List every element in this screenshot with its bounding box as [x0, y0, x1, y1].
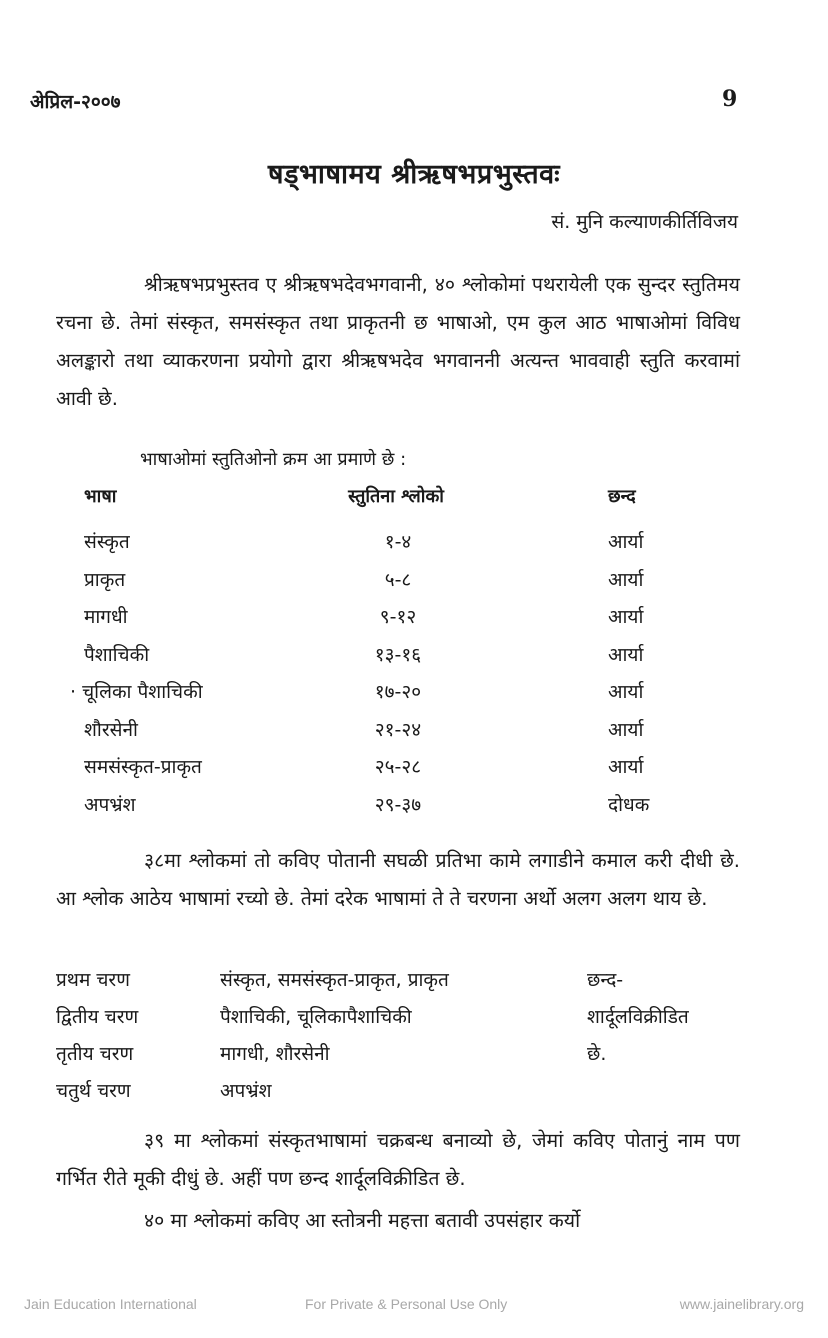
pada-label: चतुर्थ चरण [56, 1080, 131, 1102]
verse-39-paragraph [56, 1122, 740, 1198]
pada-languages: पैशाचिकी, चूलिकापैशाचिकी [220, 1006, 412, 1028]
verse-38-text: ३८मा श्लोकमां तो कविए पोतानी सघळी प्रतिभा कामे लगाडीने कमाल करी दीधी छे. आ श्लोक आठेय भाषामां रच्यो छे. तेमां दरेक भाषामां ते ते चरणना अर्थो अलग अलग थाय छे. [56, 849, 740, 910]
pada-note: शार्दूलविक्रीडित [587, 1006, 689, 1028]
table-row [84, 597, 704, 635]
page-number: 9 [722, 86, 738, 112]
table-row [84, 560, 704, 598]
row-language: मागधी [84, 606, 128, 628]
verse-40-text: ४० मा श्लोकमां कविए आ स्तोत्रनी महत्ता बतावी उपसंहार कर्यो [144, 1209, 581, 1232]
article-author: सं. मुनि कल्याणकीर्तिविजय [551, 211, 738, 233]
footer-website-link[interactable]: www.jainelibrary.org [679, 1296, 804, 1312]
header-verses: स्तुतिना श्लोको [348, 486, 444, 507]
row-metre: आर्या [608, 643, 644, 666]
row-verses: २५-२८ [374, 756, 422, 778]
pada-label: द्वितीय चरण [56, 1006, 139, 1028]
pada-languages: अपभ्रंश [220, 1080, 272, 1102]
pada-row [56, 999, 756, 1036]
table-row [84, 522, 704, 560]
row-metre: आर्या [608, 718, 644, 741]
row-language: समसंस्कृत-प्राकृत [84, 756, 202, 778]
row-language: · चूलिका पैशाचिकी [70, 681, 203, 703]
pada-languages: संस्कृत, समसंस्कृत-प्राकृत, प्राकृत [220, 969, 449, 991]
row-language: शौरसेनी [84, 718, 138, 741]
pada-language-table [56, 962, 756, 1110]
row-verses: १-४ [384, 531, 412, 553]
row-metre: आर्या [608, 531, 644, 553]
row-metre: आर्या [608, 568, 644, 591]
language-verse-table [70, 478, 704, 822]
pada-languages: मागधी, शौरसेनी [220, 1043, 330, 1065]
verse-38-paragraph [56, 842, 740, 918]
row-verses: २९-३७ [374, 793, 422, 816]
pada-note: छे. [587, 1043, 607, 1065]
footer-publisher: Jain Education International [24, 1296, 197, 1312]
row-verses: १७-२० [374, 681, 422, 703]
table-row [84, 635, 704, 673]
row-language: अपभ्रंश [84, 793, 136, 816]
pada-label: तृतीय चरण [56, 1043, 134, 1065]
row-metre: आर्या [608, 606, 644, 628]
footer-usage-notice: For Private & Personal Use Only [305, 1296, 508, 1312]
pada-row [56, 1073, 756, 1110]
pada-label: प्रथम चरण [56, 969, 130, 991]
row-metre: आर्या [608, 681, 644, 703]
intro-paragraph [56, 266, 740, 418]
row-language: प्राकृत [84, 568, 126, 591]
intro-paragraph-text: श्रीऋषभप्रभुस्तव ए श्रीऋषभदेवभगवानी, ४० श्लोकोमां पथरायेली एक सुन्दर स्तुतिमय रचना छे. तेमां संस्कृत, समसंस्कृत तथा प्राकृतनी छ भाषाओ, एम कुल आठ भाषाओमां विविध अलङ्कारो तथा व्याकरणना प्रयोगो द्वारा श्रीऋषभदेव भगवाननी अत्यन्त भाववाही स्तुति करवामां आवी छे. [56, 273, 740, 410]
pada-row [56, 1036, 756, 1073]
header-metre: छन्द [608, 486, 636, 507]
table-header-row [84, 478, 704, 522]
row-verses: १३-१६ [374, 643, 422, 666]
table-intro-line: भाषाओमां स्तुतिओनो क्रम आ प्रमाणे छे : [140, 449, 407, 470]
row-verses: ५-८ [384, 568, 412, 591]
header-language: भाषा [84, 486, 117, 507]
row-language: पैशाचिकी [84, 643, 150, 666]
table-row [70, 672, 704, 710]
row-verses: ९-१२ [379, 606, 417, 628]
article-title: षड्भाषामय श्रीऋषभप्रभुस्तवः [267, 159, 561, 190]
running-head-date: अेप्रिल-२००७ [30, 91, 121, 113]
verse-40-paragraph [56, 1202, 740, 1240]
row-metre: आर्या [608, 756, 644, 778]
table-row [84, 710, 704, 748]
row-language: संस्कृत [84, 531, 130, 553]
row-metre: दोधक [608, 793, 650, 816]
table-row [84, 785, 704, 823]
verse-39-text: ३९ मा श्लोकमां संस्कृतभाषामां चक्रबन्ध बनाव्यो छे, जेमां कविए पोतानुं नाम पण गर्भित रीते मूकी दीधुं छे. अहीं पण छन्द शार्दूलविक्रीडित छे. [56, 1129, 740, 1190]
pada-note: छन्द- [587, 969, 624, 991]
table-row [84, 747, 704, 785]
row-verses: २१-२४ [374, 718, 422, 741]
pada-row [56, 962, 756, 999]
